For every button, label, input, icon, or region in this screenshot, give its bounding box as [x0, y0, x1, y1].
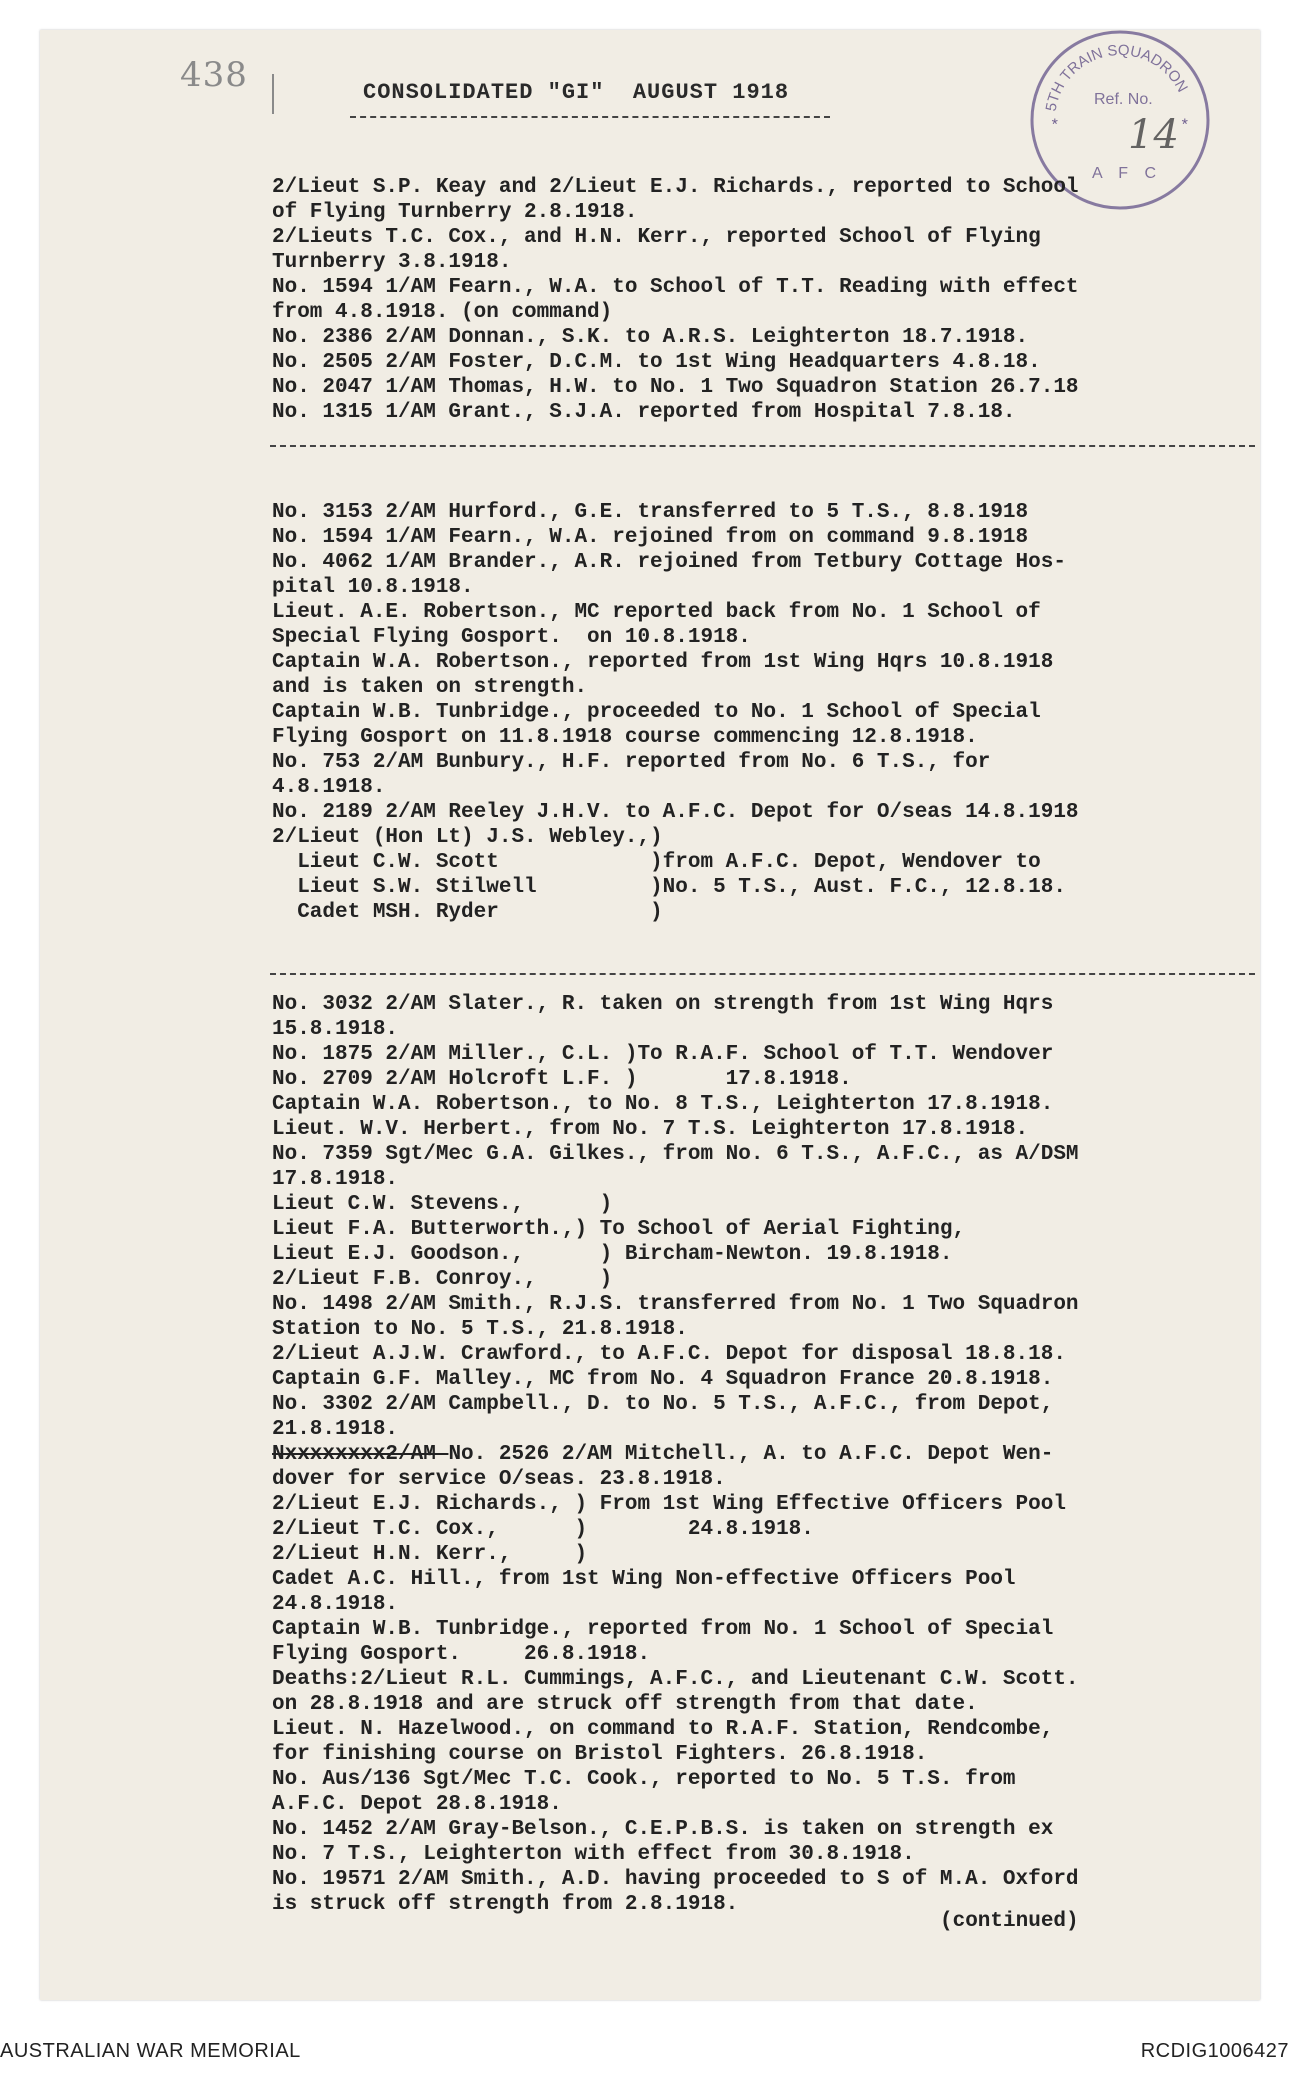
entry-line: No. 19571 2/AM Smith., A.D. having proceeded to S of M.A. Oxford	[272, 1868, 1079, 1891]
entry-line: Flying Gosport. 26.8.1918.	[272, 1643, 651, 1666]
entry-line: Captain W.B. Tunbridge., reported from No. 1 School of Special	[272, 1618, 1054, 1641]
entry-line: No. 1315 1/AM Grant., S.J.A. reported from Hospital 7.8.18.	[272, 401, 1016, 424]
stamp-bottom-text: A F C	[1092, 165, 1163, 182]
entry-line: pital 10.8.1918.	[272, 576, 474, 599]
entry-line: Lieut C.W. Stevens., )	[272, 1193, 613, 1216]
entry-line: No. 2386 2/AM Donnan., S.K. to A.R.S. Leighterton 18.7.1918.	[272, 326, 1029, 349]
entry-line: Flying Gosport on 11.8.1918 course commencing 12.8.1918.	[272, 726, 978, 749]
entry-line: of Flying Turnberry 2.8.1918.	[272, 201, 638, 224]
entry-line: Lieut. N. Hazelwood., on command to R.A.F. Station, Rendcombe,	[272, 1718, 1054, 1741]
stamp-ref-number: 14	[1128, 112, 1179, 158]
stamp-star-left: *	[1050, 117, 1060, 135]
entry-line: No. 2709 2/AM Holcroft L.F. ) 17.8.1918.	[272, 1068, 852, 1091]
struck-out-text: Nxxxxxxxx2/AM	[272, 1443, 449, 1466]
entry-line: Special Flying Gosport. on 10.8.1918.	[272, 626, 751, 649]
entry-line: No. 2505 2/AM Foster, D.C.M. to 1st Wing Headquarters 4.8.18.	[272, 351, 1041, 374]
entry-line: Captain G.F. Malley., MC from No. 4 Squadron France 20.8.1918.	[272, 1368, 1054, 1391]
entry-line: 2/Lieut E.J. Richards., ) From 1st Wing Effective Officers Pool	[272, 1493, 1066, 1516]
entry-line: Lieut. W.V. Herbert., from No. 7 T.S. Leighterton 17.8.1918.	[272, 1118, 1029, 1141]
entry-line: Turnberry 3.8.1918.	[272, 251, 512, 274]
entry-line: No. 4062 1/AM Brander., A.R. rejoined from Tetbury Cottage Hos-	[272, 551, 1066, 574]
entry-line: is struck off strength from 2.8.1918.	[272, 1893, 739, 1916]
entry-line: Captain W.A. Robertson., reported from 1st Wing Hqrs 10.8.1918	[272, 651, 1054, 674]
document-title: CONSOLIDATED "GI" AUGUST 1918	[363, 80, 790, 105]
entry-line: 2/Lieut F.B. Conroy., )	[272, 1268, 613, 1291]
entry-line: on 28.8.1918 and are struck off strength from that date.	[272, 1693, 978, 1716]
document-page	[40, 30, 1260, 2000]
entry-line: for finishing course on Bristol Fighters. 26.8.1918.	[272, 1743, 928, 1766]
entry-line: 2/Lieut (Hon Lt) J.S. Webley.,)	[272, 826, 663, 849]
entry-line: 2/Lieut S.P. Keay and 2/Lieut E.J. Richards., reported to School	[272, 176, 1079, 199]
entry-line: No. 1594 1/AM Fearn., W.A. to School of T.T. Reading with effect	[272, 276, 1079, 299]
entries-section-3	[272, 992, 1272, 1917]
entry-line: 2/Lieuts T.C. Cox., and H.N. Kerr., reported School of Flying	[272, 226, 1041, 249]
entry-line: Captain W.B. Tunbridge., proceeded to No. 1 School of Special	[272, 701, 1041, 724]
section-separator	[270, 445, 1255, 447]
entry-line: No. 3153 2/AM Hurford., G.E. transferred to 5 T.S., 8.8.1918	[272, 501, 1029, 524]
entry-line: No. 2047 1/AM Thomas, H.W. to No. 1 Two Squadron Station 26.7.18	[272, 376, 1079, 399]
entries-section-2	[272, 500, 1272, 925]
section-separator	[270, 973, 1255, 975]
stamp-star-right: *	[1180, 117, 1190, 135]
entry-line: 24.8.1918.	[272, 1593, 399, 1616]
entry-line: Deaths:2/Lieut R.L. Cummings, A.F.C., and Lieutenant C.W. Scott.	[272, 1668, 1079, 1691]
entry-line: Nxxxxxxxx2/AM No. 2526 2/AM Mitchell., A. to A.F.C. Depot Wen-	[272, 1443, 1054, 1466]
stamp-label: Ref. No.	[1094, 91, 1153, 108]
entry-line: No. 1875 2/AM Miller., C.L. )To R.A.F. School of T.T. Wendover	[272, 1043, 1054, 1066]
entry-line: 2/Lieut H.N. Kerr., )	[272, 1543, 588, 1566]
footer-archive-name: AUSTRALIAN WAR MEMORIAL	[0, 2040, 301, 2062]
entry-line: No. 1452 2/AM Gray-Belson., C.E.P.B.S. is taken on strength ex	[272, 1818, 1054, 1841]
entry-line: A.F.C. Depot 28.8.1918.	[272, 1793, 562, 1816]
entry-line: No. 2189 2/AM Reeley J.H.V. to A.F.C. Depot for O/seas 14.8.1918	[272, 801, 1079, 824]
entry-line: 2/Lieut A.J.W. Crawford., to A.F.C. Depot for disposal 18.8.18.	[272, 1343, 1066, 1366]
continued-note: (continued)	[940, 1910, 1079, 1933]
entry-line: Station to No. 5 T.S., 21.8.1918.	[272, 1318, 688, 1341]
page-number-mark	[272, 74, 274, 114]
entry-line: Lieut C.W. Scott )from A.F.C. Depot, Wendover to	[272, 851, 1041, 874]
entries-section-1	[272, 175, 1272, 425]
entry-line: Lieut F.A. Butterworth.,) To School of Aerial Fighting,	[272, 1218, 966, 1241]
entry-line: from 4.8.1918. (on command)	[272, 301, 613, 324]
entry-line: 21.8.1918.	[272, 1418, 399, 1441]
entry-line: Captain W.A. Robertson., to No. 8 T.S., Leighterton 17.8.1918.	[272, 1093, 1054, 1116]
entry-line: dover for service O/seas. 23.8.1918.	[272, 1468, 726, 1491]
entry-line: Lieut. A.E. Robertson., MC reported back from No. 1 School of	[272, 601, 1041, 624]
entry-line: and is taken on strength.	[272, 676, 588, 699]
footer-document-id: RCDIG1006427	[1140, 2040, 1289, 2062]
entry-line: Cadet MSH. Ryder )	[272, 901, 663, 924]
entry-line: No. 1594 1/AM Fearn., W.A. rejoined from on command 9.8.1918	[272, 526, 1029, 549]
entry-line: Lieut E.J. Goodson., ) Bircham-Newton. 19.8.1918.	[272, 1243, 953, 1266]
entry-line: 15.8.1918.	[272, 1018, 399, 1041]
stamp-top-text: 5TH TRAIN SQUADRON	[1042, 41, 1191, 113]
title-underline	[350, 116, 830, 118]
entry-line: No. 3032 2/AM Slater., R. taken on strength from 1st Wing Hqrs	[272, 993, 1054, 1016]
entry-line: 2/Lieut T.C. Cox., ) 24.8.1918.	[272, 1518, 814, 1541]
entry-line: No. 1498 2/AM Smith., R.J.S. transferred from No. 1 Two Squadron	[272, 1293, 1079, 1316]
entry-line: No. 3302 2/AM Campbell., D. to No. 5 T.S., A.F.C., from Depot,	[272, 1393, 1054, 1416]
entry-line: No. 753 2/AM Bunbury., H.F. reported from No. 6 T.S., for	[272, 751, 991, 774]
entry-line: No. 7359 Sgt/Mec G.A. Gilkes., from No. 6 T.S., A.F.C., as A/DSM	[272, 1143, 1079, 1166]
page-number: 438	[180, 55, 248, 95]
entry-line: Lieut S.W. Stilwell )No. 5 T.S., Aust. F.C., 12.8.18.	[272, 876, 1066, 899]
entry-line: 4.8.1918.	[272, 776, 386, 799]
entry-line: No. 7 T.S., Leighterton with effect from 30.8.1918.	[272, 1843, 915, 1866]
entry-line: 17.8.1918.	[272, 1168, 399, 1191]
entry-line: Cadet A.C. Hill., from 1st Wing Non-effective Officers Pool	[272, 1568, 1016, 1591]
entry-line: No. Aus/136 Sgt/Mec T.C. Cook., reported to No. 5 T.S. from	[272, 1768, 1016, 1791]
